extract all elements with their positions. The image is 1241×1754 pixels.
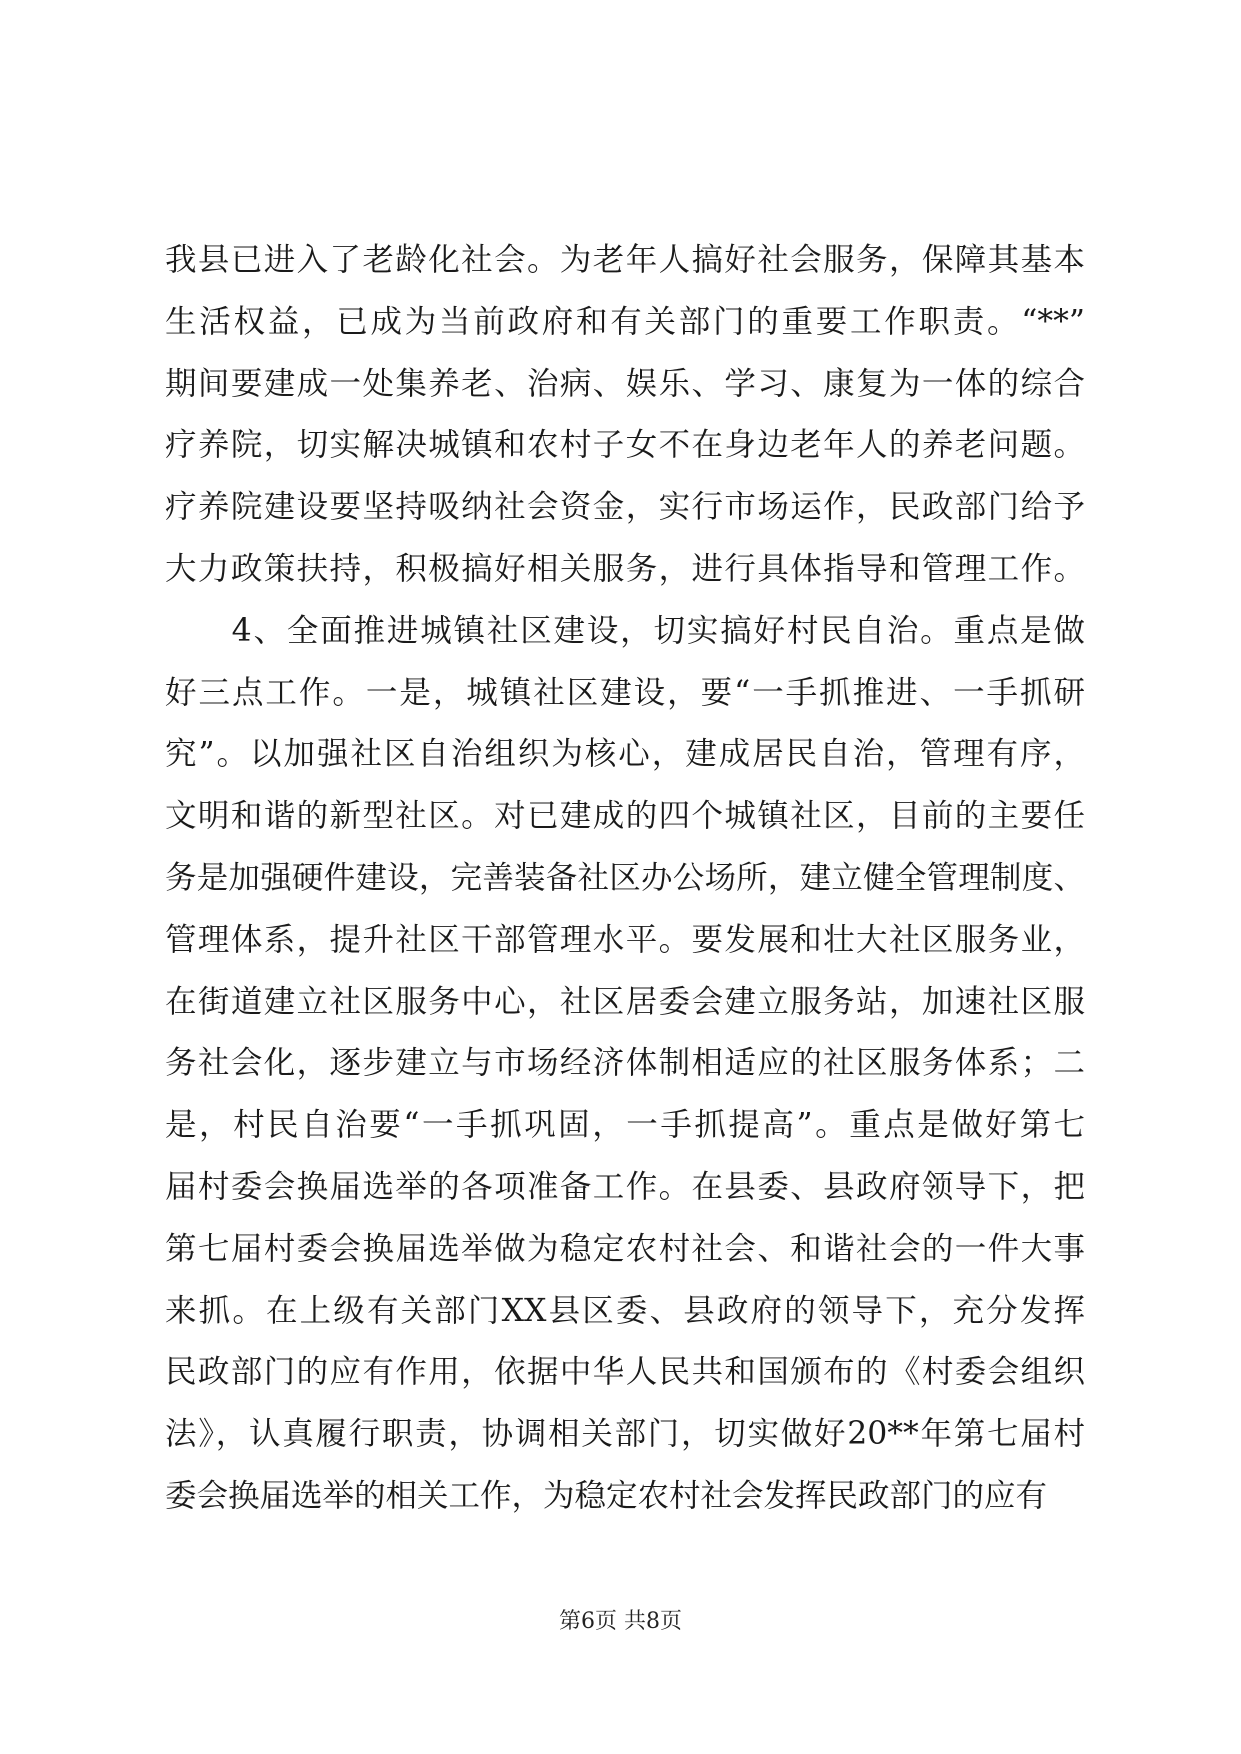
text-line: 4、全面推进城镇社区建设，切实搞好村民自治。重点是做 xyxy=(165,612,1085,649)
text-line: 管理体系，提升社区干部管理水平。要发展和壮大社区服务业， xyxy=(165,921,1085,958)
page-number-footer: 第6页 共8页 xyxy=(559,1609,682,1634)
text-line: 大力政策扶持，积极搞好相关服务，进行具体指导和管理工作。 xyxy=(165,550,1085,587)
text-line: 疗养院建设要坚持吸纳社会资金，实行市场运作，民政部门给予 xyxy=(165,489,1085,526)
text-line: 民政部门的应有作用，依据中华人民共和国颁布的《村委会组织 xyxy=(165,1354,1085,1391)
text-line: 务社会化，逐步建立与市场经济体制相适应的社区服务体系；二 xyxy=(165,1045,1085,1082)
text-line: 文明和谐的新型社区。对已建成的四个城镇社区，目前的主要任 xyxy=(165,798,1085,835)
text-line: 届村委会换届选举的各项准备工作。在县委、县政府领导下，把 xyxy=(165,1168,1085,1205)
text-line: 是，村民自治要“一手抓巩固，一手抓提高”。重点是做好第七 xyxy=(165,1107,1085,1144)
text-line: 疗养院，切实解决城镇和农村子女不在身边老年人的养老问题。 xyxy=(165,427,1085,464)
text-line: 期间要建成一处集养老、治病、娱乐、学习、康复为一体的综合 xyxy=(165,365,1085,402)
text-line: 法》，认真履行职责，协调相关部门，切实做好20**年第七届村 xyxy=(165,1416,1085,1453)
text-line: 第七届村委会换届选举做为稳定农村社会、和谐社会的一件大事 xyxy=(165,1230,1085,1267)
text-line: 我县已进入了老龄化社会。为老年人搞好社会服务，保障其基本 xyxy=(165,242,1085,278)
text-line: 务是加强硬件建设，完善装备社区办公场所，建立健全管理制度、 xyxy=(165,859,1085,896)
body-text xyxy=(165,230,1085,1528)
text-line: 来抓。在上级有关部门XX县区委、县政府的领导下，充分发挥 xyxy=(165,1292,1085,1329)
text-line: 委会换届选举的相关工作，为稳定农村社会发挥民政部门的应有 xyxy=(165,1477,1048,1514)
text-line: 好三点工作。一是，城镇社区建设，要“一手抓推进、一手抓研 xyxy=(165,674,1085,711)
text-line: 生活权益，已成为当前政府和有关部门的重要工作职责。“**” xyxy=(165,303,1085,340)
text-line: 在街道建立社区服务中心，社区居委会建立服务站，加速社区服 xyxy=(165,983,1085,1020)
text-line: 究”。以加强社区自治组织为核心，建成居民自治，管理有序， xyxy=(165,736,1085,773)
